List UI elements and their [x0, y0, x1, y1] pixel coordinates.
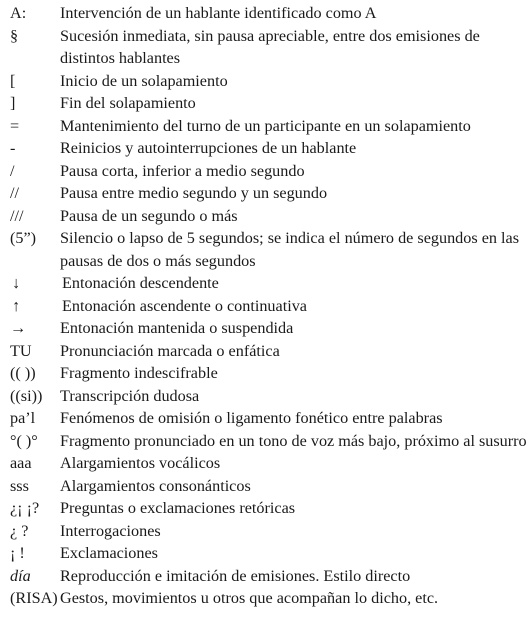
legend-row-vowel-lengthening: [10, 452, 529, 475]
legend-row-omission: [10, 407, 529, 430]
legend-description: Fragmento indescifrable: [60, 364, 218, 382]
legend-symbol: ¡ !: [10, 544, 25, 562]
legend-symbol: ¿¡ ¡?: [10, 499, 40, 517]
legend-description: Gestos, movimientos u otros que acompañan lo dicho, etc.: [60, 589, 439, 607]
legend-description: Interrogaciones: [60, 521, 161, 540]
arrow-down-icon: ↓: [12, 274, 21, 292]
legend-symbol: -: [10, 139, 16, 157]
legend-description: Reproducción e imitación de emisiones. Estilo directo: [60, 566, 411, 585]
legend-description: Entonación ascendente o continuativa: [62, 296, 307, 315]
legend-symbol: /: [10, 161, 15, 180]
legend-row-indecipherable: [10, 362, 529, 385]
legend-symbol: aaa: [10, 454, 32, 472]
legend-row-speaker: [10, 2, 529, 25]
legend-row-restarts: [10, 137, 529, 160]
legend-symbol: ///: [10, 206, 24, 225]
legend-symbol: TU: [10, 341, 32, 360]
legend-row-whisper: [10, 430, 529, 453]
legend-row-rhetorical: [10, 497, 529, 520]
legend-row-immediate-succession: [10, 25, 529, 70]
legend-symbol: día: [10, 566, 31, 585]
legend-description: Transcripción dudosa: [60, 386, 200, 405]
legend-row-medium-pause: [10, 182, 529, 205]
legend-description: Exclamaciones: [60, 544, 158, 562]
legend-symbol: ]: [10, 94, 16, 112]
legend-symbol: A:: [10, 4, 27, 22]
legend-row-emphatic: [10, 340, 529, 363]
legend-row-falling-intonation: [10, 272, 529, 295]
legend-row-consonant-lengthening: [10, 475, 529, 498]
legend-description: Silencio o lapso de 5 segundos; se indica el número de segundos en las pausas de dos o más segundos: [60, 229, 520, 270]
legend-symbol: §: [10, 26, 19, 45]
legend-description: Preguntas o exclamaciones retóricas: [60, 499, 296, 517]
legend-description: Pausa entre medio segundo y un segundo: [60, 184, 328, 202]
legend-row-questions: [10, 520, 529, 543]
legend-description: Sucesión inmediata, sin pausa apreciable, entre dos emisiones de distintos hablantes: [60, 26, 480, 67]
legend-symbol: sss: [10, 476, 29, 495]
legend-symbol: (RISA): [10, 589, 58, 607]
legend-row-doubtful: [10, 385, 529, 408]
legend-symbol: //: [10, 184, 19, 202]
legend-description: Fenómenos de omisión o ligamento fonético entre palabras: [60, 409, 443, 427]
legend-row-silence: [10, 227, 529, 272]
legend-description: Pausa de un segundo o más: [60, 206, 238, 225]
legend-description: Pronunciación marcada o enfática: [60, 341, 280, 360]
legend-description: Entonación mantenida o suspendida: [60, 319, 294, 337]
legend-description: Alargamientos consonánticos: [60, 476, 251, 495]
legend-symbol: ((si)): [10, 386, 43, 405]
legend-symbol: (5”): [10, 229, 37, 247]
legend-symbol: °( )°: [10, 431, 38, 450]
legend-description: Entonación descendente: [62, 274, 219, 292]
legend-description: Alargamientos vocálicos: [60, 454, 221, 472]
arrow-up-icon: ↑: [12, 296, 21, 315]
legend-symbol: =: [10, 116, 20, 135]
legend-row-turn-maintenance: [10, 115, 529, 138]
legend-row-rising-intonation: [10, 295, 529, 318]
legend-row-exclamations: [10, 542, 529, 565]
legend-description: Inicio de un solapamiento: [60, 71, 228, 90]
transcription-legend: [10, 2, 529, 610]
legend-symbol: (( )): [10, 364, 36, 382]
legend-row-overlap-start: [10, 70, 529, 93]
legend-description: Pausa corta, inferior a medio segundo: [60, 161, 305, 180]
legend-row-short-pause: [10, 160, 529, 183]
legend-description: Fin del solapamiento: [60, 94, 196, 112]
legend-description: Reinicios y autointerrupciones de un hablante: [60, 139, 357, 157]
legend-symbol: ¿ ?: [10, 521, 29, 540]
legend-description: Mantenimiento del turno de un participante en un solapamiento: [60, 116, 471, 135]
legend-row-direct-speech: [10, 565, 529, 588]
legend-row-overlap-end: [10, 92, 529, 115]
legend-description: Intervención de un hablante identificado como A: [60, 4, 377, 22]
legend-row-sustained-intonation: [10, 317, 529, 340]
legend-description: Fragmento pronunciado en un tono de voz más bajo, próximo al susurro: [60, 431, 527, 450]
legend-symbol: pa’l: [10, 409, 36, 427]
legend-row-long-pause: [10, 205, 529, 228]
arrow-right-icon: →: [10, 319, 27, 337]
legend-symbol: [: [10, 71, 16, 90]
legend-row-gestures: [10, 587, 529, 610]
